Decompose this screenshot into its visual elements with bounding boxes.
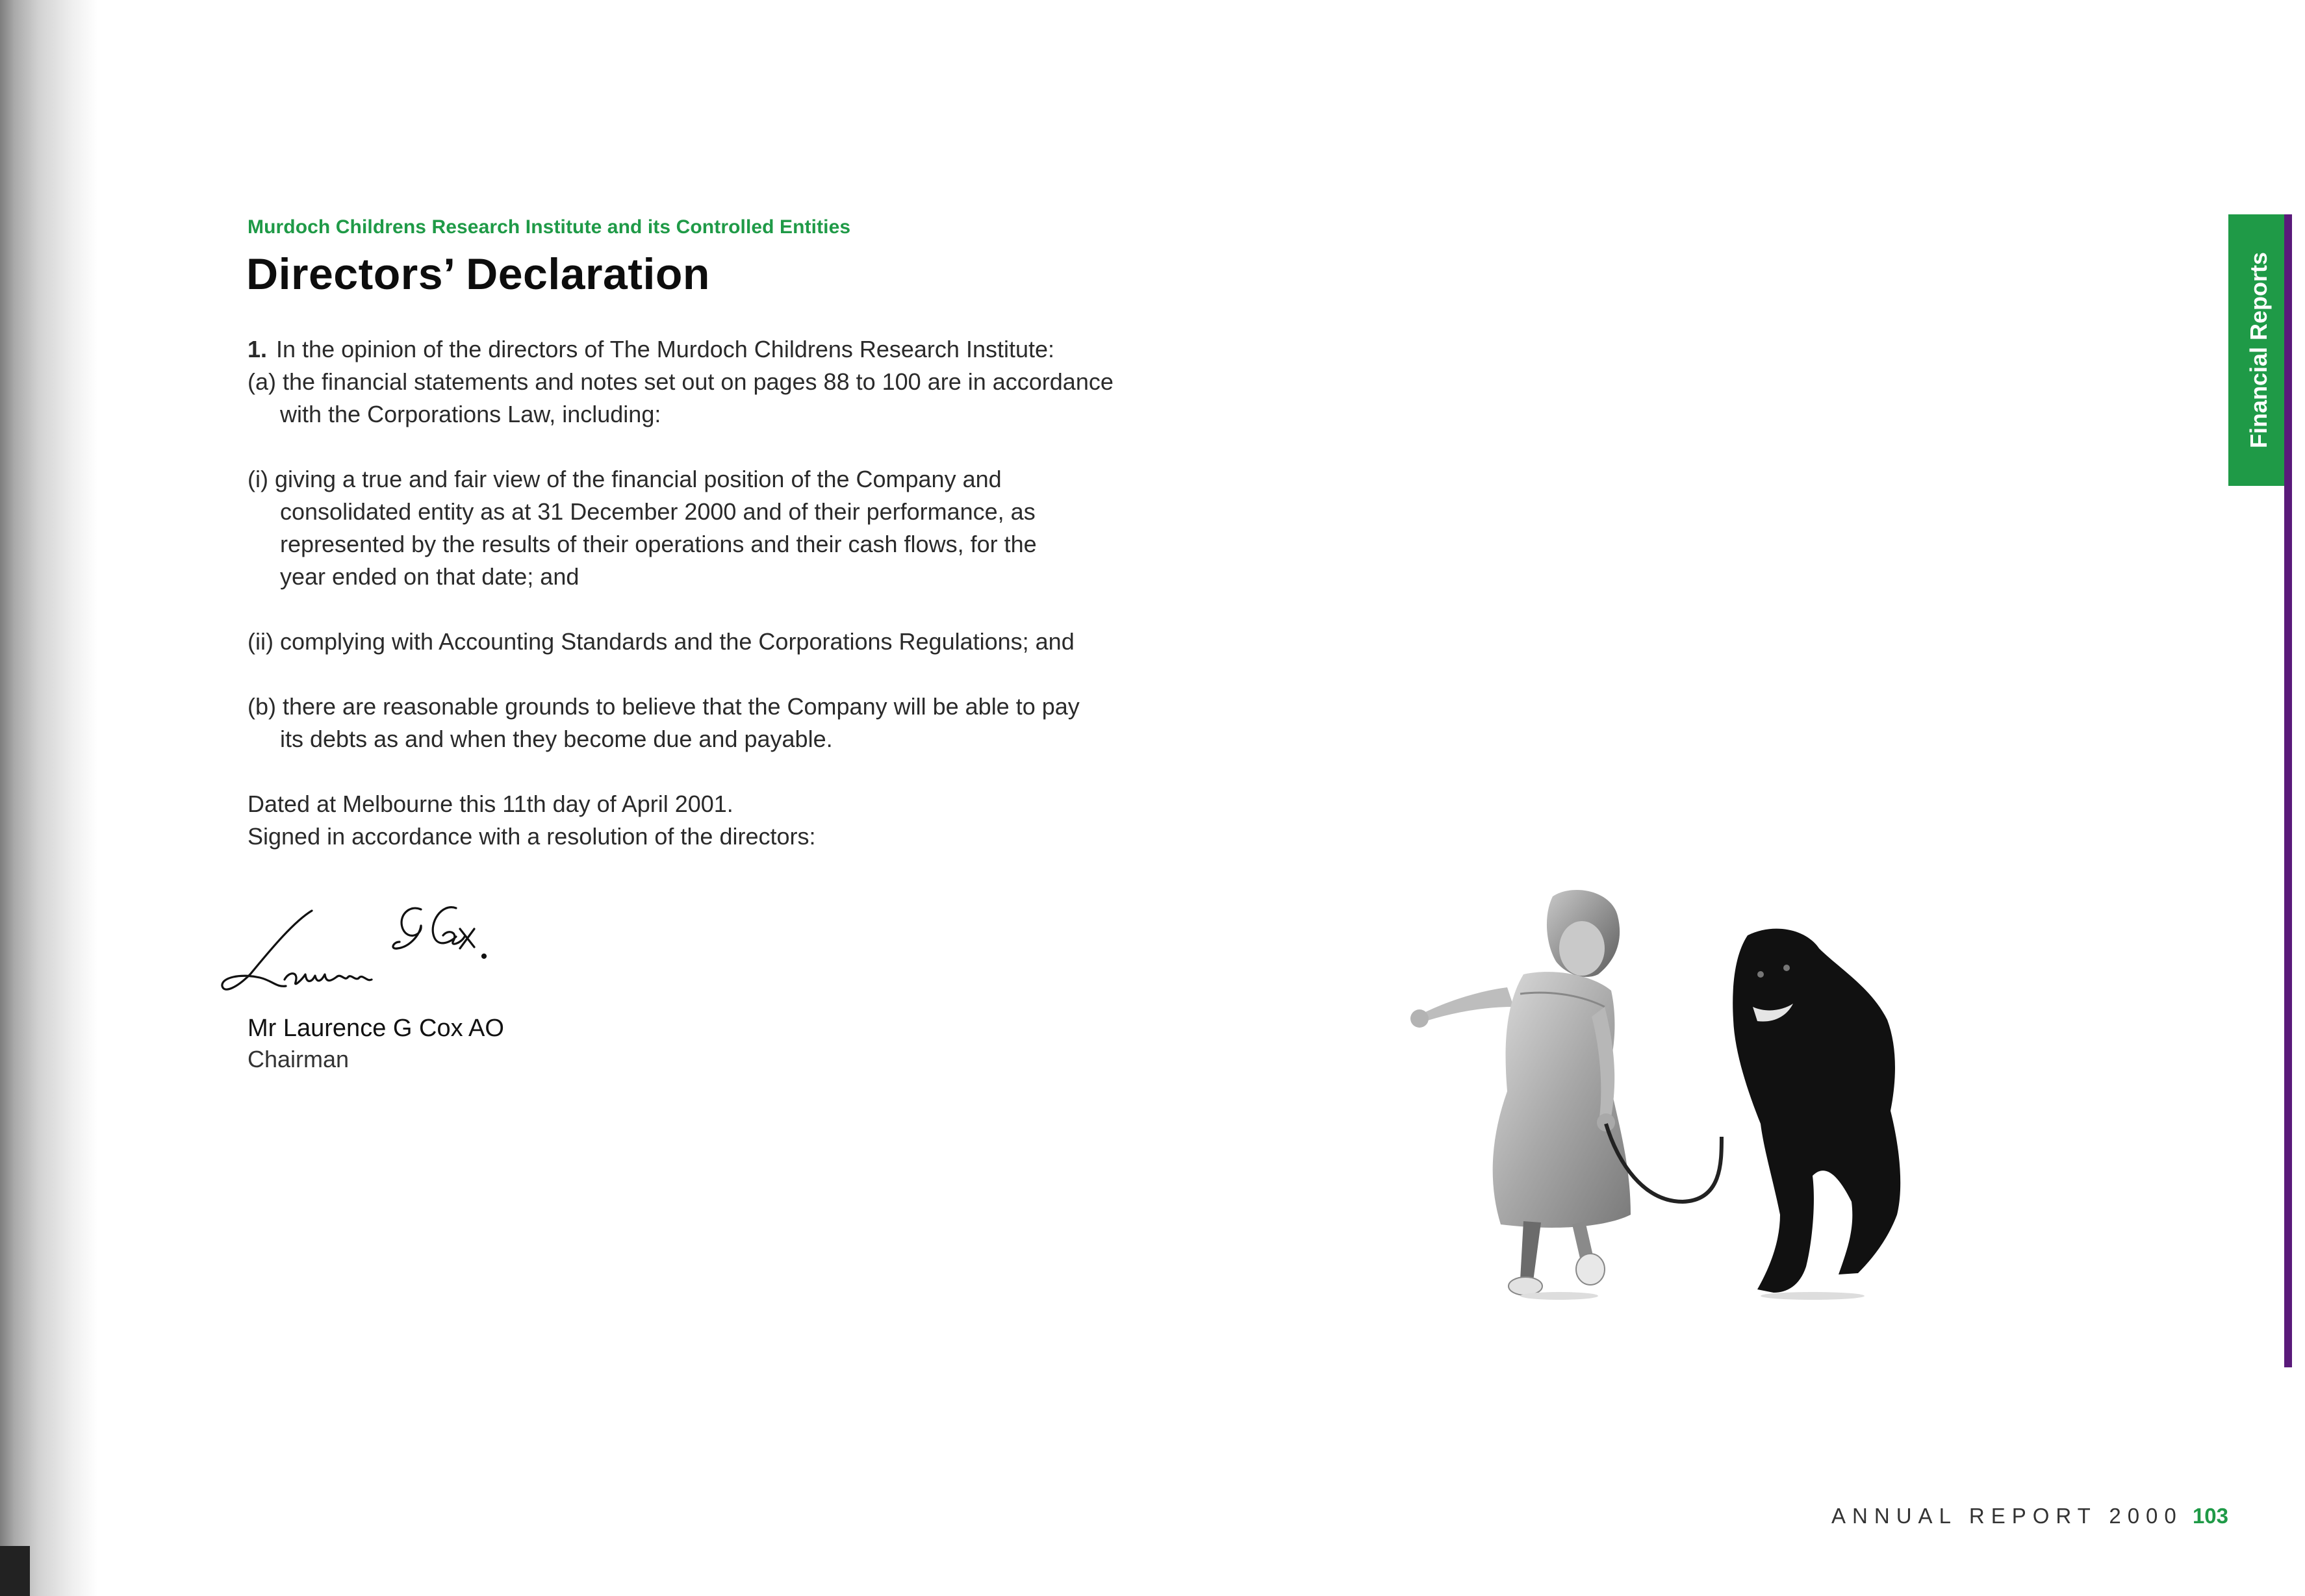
item-b-line-1: (b) there are reasonable grounds to believe that the Company will be able to pay [248,693,1080,720]
item-a-line-2: with the Corporations Law, including: [280,401,661,427]
item-i-line-2: consolidated entity as at 31 December 2000 and of their performance, as [280,498,1036,525]
item-i-line-3: represented by the results of their operations and their cash flows, for the [280,531,1037,557]
declaration-item-i [248,463,1092,593]
girl-and-dog-photo [1358,877,1929,1384]
dated-statement [248,788,1092,853]
book-gutter-shadow [0,0,97,1596]
footer-label: ANNUAL REPORT 2000 [1831,1504,2183,1528]
document-subtitle: Murdoch Childrens Research Institute and its Controlled Entities [248,216,851,238]
gutter-edge [0,1546,30,1596]
dated-line: Dated at Melbourne this 11th day of April 2001. [248,791,733,817]
item-a-line-1: (a) the financial statements and notes set out on pages 88 to 100 are in accordance [248,368,1114,395]
page-number: 103 [2192,1504,2228,1528]
financial-reports-tab[interactable] [2228,214,2290,486]
tab-label: Financial Reports [2245,251,2273,449]
page-title: Directors’ Declaration [246,249,710,299]
item-number: 1. [248,336,268,362]
signed-line: Signed in accordance with a resolution of the directors: [248,823,816,850]
signatory-role: Chairman [248,1046,350,1072]
item-b-line-2: its debts as and when they become due and payable. [280,726,833,752]
item-ii-line-1: (ii) complying with Accounting Standards and the Corporations Regulations; and [248,628,1075,655]
declaration-item-1 [248,333,1114,431]
page-footer [1831,1504,2228,1528]
purple-edge-bar [2284,214,2292,1367]
item-1-text: In the opinion of the directors of The Murdoch Childrens Research Institute: [276,336,1055,362]
item-i-line-4: year ended on that date; and [280,563,579,590]
declaration-item-b [248,690,1092,755]
signatory-name: Mr Laurence G Cox AO [248,1015,504,1042]
declaration-item-ii [248,626,1092,658]
item-i-line-1: (i) giving a true and fair view of the financial position of the Company and [248,466,1002,492]
chairman-signature [214,896,552,1000]
item-1-line [248,333,1092,366]
